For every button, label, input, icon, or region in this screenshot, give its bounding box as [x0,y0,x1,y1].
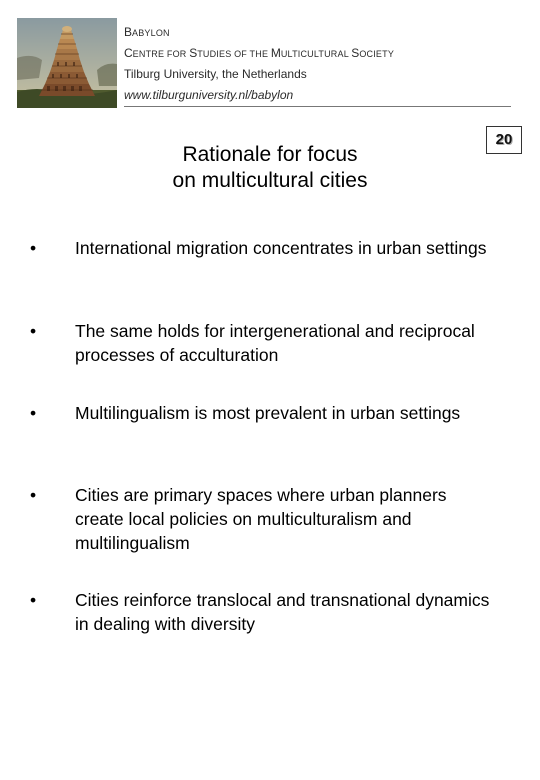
list-item [30,236,500,260]
bullet-icon: • [30,590,37,610]
bullet-icon: • [30,238,37,258]
page-number: 20 [486,126,522,154]
bullet-text: The same holds for intergenerational and reciprocal processes of acculturation [75,321,475,365]
bullet-text: Cities reinforce translocal and transnational dynamics in dealing with diversity [75,590,490,634]
list-item [30,483,500,555]
bullet-text: International migration concentrates in urban settings [75,238,487,258]
list-item [30,319,500,367]
bullet-icon: • [30,485,37,505]
title-line-2: on multicultural cities [172,169,368,192]
org-name: BABYLON [124,25,170,39]
title-line-1: Rationale for focus [182,143,358,166]
bullet-text: Cities are primary spaces where urban planners create local policies on multiculturalism and multilingualism [75,485,447,553]
babylon-tower-logo [17,18,117,108]
centre-name: CENTRE FOR STUDIES OF THE MULTICULTURAL SOCIETY [124,46,395,60]
university-name: Tilburg University, the Netherlands [124,67,307,81]
institution-header [124,22,394,106]
header-divider [124,106,511,107]
bullet-text: Multilingualism is most prevalent in urban settings [75,403,461,423]
list-item [30,588,500,636]
bullet-icon: • [30,403,37,423]
website-url: www.tilburguniversity.nl/babylon [124,88,294,102]
slide-title [0,142,540,194]
bullet-icon: • [30,321,37,341]
list-item [30,401,500,425]
